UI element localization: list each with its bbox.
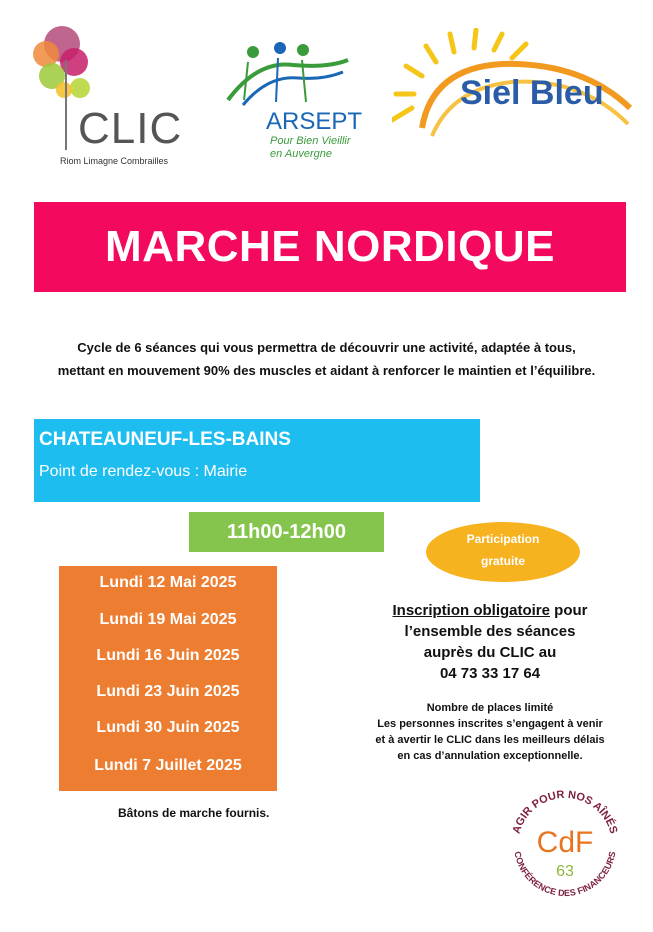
cdf-ring-bottom: CONFÉRENCE DES FINANCEURS [512, 850, 618, 899]
participation-line-1: Participation [466, 532, 540, 546]
time-range: 11h00-12h00 [227, 520, 346, 543]
description [20, 336, 633, 382]
location-name: CHATEAUNEUF-LES-BAINS [39, 429, 291, 450]
participation-line-2: gratuite [480, 554, 525, 568]
arsept-logo [218, 40, 378, 165]
page-title: MARCHE NORDIQUE [105, 222, 555, 271]
inscription-info [365, 600, 615, 684]
notes-line-3: et à avertir le CLIC dans les meilleurs délais [375, 734, 605, 746]
cdf-number: 63 [556, 863, 574, 880]
arsept-tagline-1: Pour Bien Vieillir [270, 135, 351, 147]
cdf-logo-icon [500, 780, 630, 910]
inscription-line-3: auprès du CLIC au [423, 644, 557, 661]
siel-bleu-logo [392, 28, 632, 153]
date-item: Lundi 12 Mai 2025 [99, 574, 237, 591]
arsept-tagline-2: en Auvergne [270, 148, 332, 160]
inscription-required: Inscription obligatoire [392, 602, 550, 619]
time-box [189, 512, 384, 552]
arsept-name: ARSEPT [266, 108, 363, 135]
inscription-line-2: l’ensemble des séances [404, 623, 576, 640]
inscription-line-1-rest: pour [550, 602, 588, 619]
participation-badge [426, 522, 580, 582]
equipment-note: Bâtons de marche fournis. [118, 806, 270, 820]
arsept-figures-icon [218, 40, 378, 110]
cdf-badge [500, 780, 630, 910]
meeting-point: Point de rendez-vous : Mairie [39, 463, 248, 480]
title-banner [34, 202, 626, 292]
location-box [34, 419, 480, 502]
date-item: Lundi 30 Juin 2025 [96, 719, 240, 736]
notes-line-2: Les personnes inscrites s’engagent à venir [377, 718, 603, 730]
clic-name: CLIC [78, 104, 183, 153]
date-item: Lundi 19 Mai 2025 [99, 611, 237, 628]
date-item: Lundi 23 Juin 2025 [96, 683, 240, 700]
description-line-2: mettant en mouvement 90% des muscles et aidant à renforcer le maintien et l’équilibre. [57, 363, 596, 378]
clic-subtitle: Riom Limagne Combrailles [60, 156, 169, 166]
notes-line-1: Nombre de places limité [426, 702, 554, 714]
dates-box [59, 566, 277, 791]
siel-bleu-name: Siel Bleu [460, 74, 604, 112]
cdf-ring-top: AGIR POUR NOS AÎNÉS [510, 788, 620, 836]
cdf-mark: CdF [536, 826, 594, 859]
description-line-1: Cycle de 6 séances qui vous permettra de découvrir une activité, adaptée à tous, [77, 340, 576, 355]
clic-logo [22, 20, 192, 170]
notes-line-4: en cas d’annulation exceptionnelle. [397, 750, 583, 762]
phone-number: 04 73 33 17 64 [439, 665, 541, 682]
date-item: Lundi 16 Juin 2025 [96, 647, 240, 664]
notes [355, 700, 625, 764]
date-item: Lundi 7 Juillet 2025 [94, 757, 242, 774]
